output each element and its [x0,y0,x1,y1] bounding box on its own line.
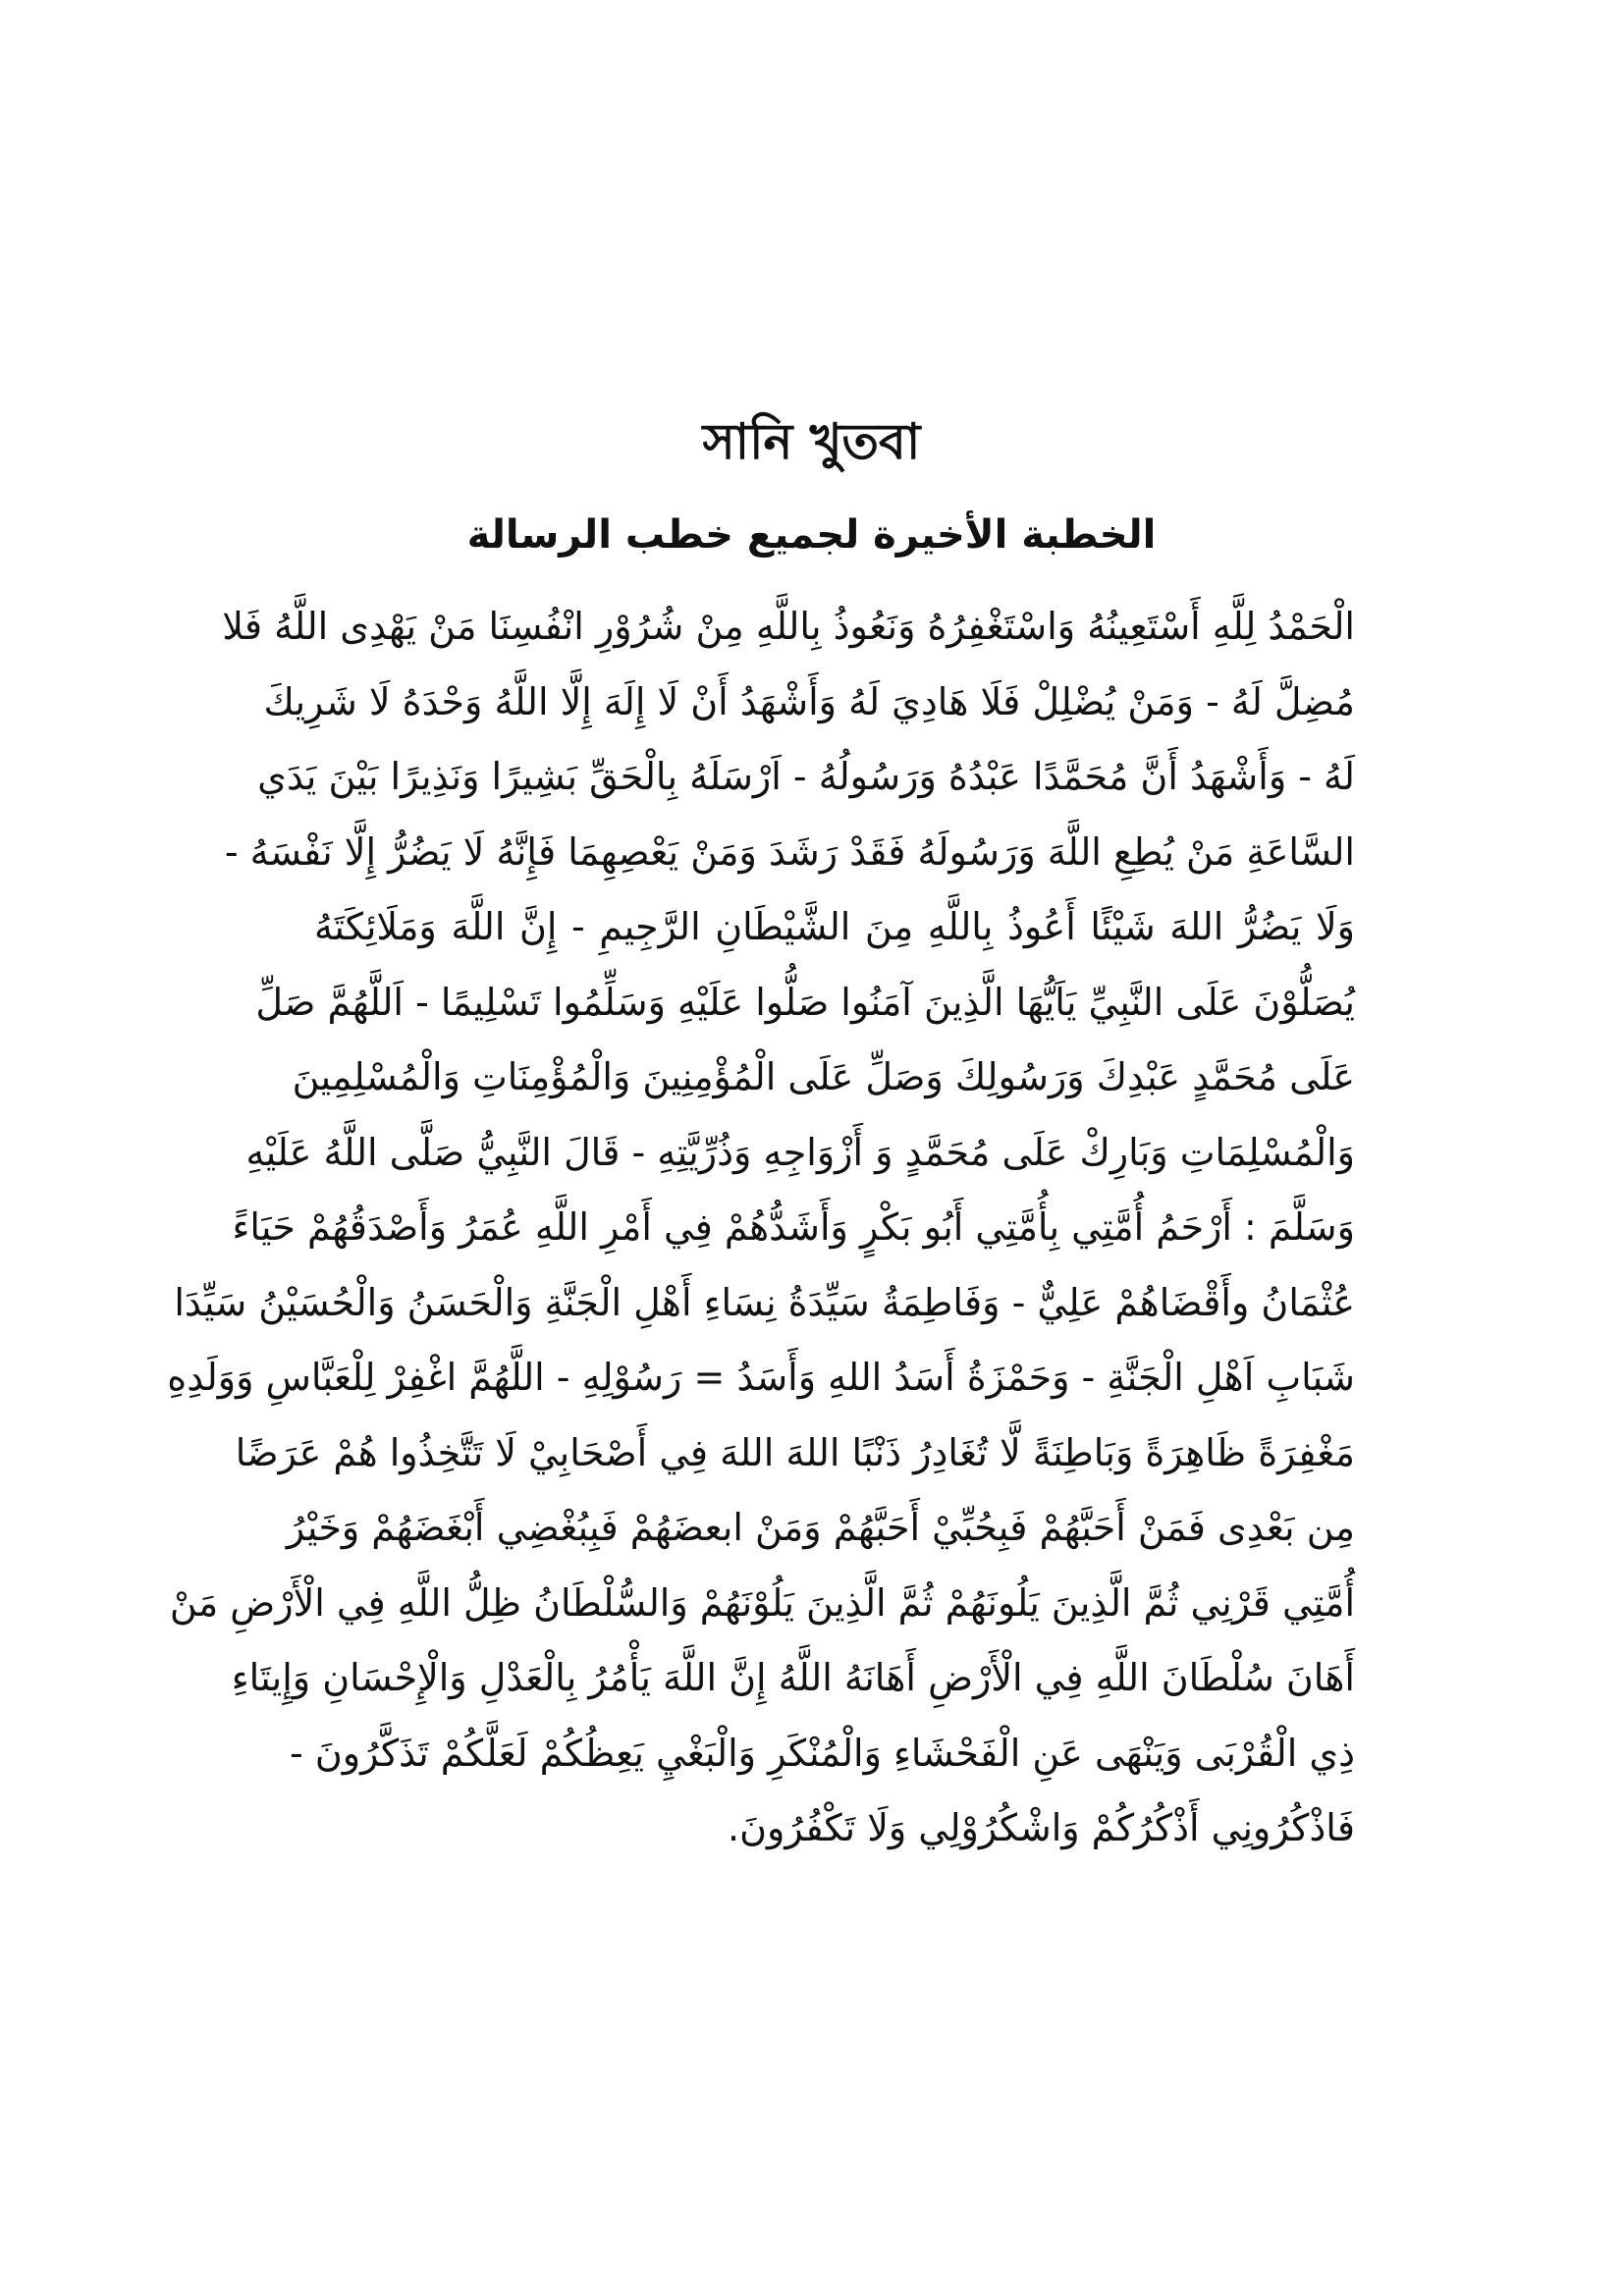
text-line: وَلَا يَضُرُّ اللهَ شَيْئًا أَعُوذُ بِاللَّهِ مِنَ الشَّيْطَانِ الرَّجِيمِ - إِنَّ اللَّهَ وَمَلَائِكَتَهُ [314,905,1355,948]
text-line: الْحَمْدُ لِلَّهِ أَسْتَعِينُهُ وَاسْتَغْفِرُهُ وَنَعُوذُ بِاللَّهِ مِنْ شُرُوْرِ انْفُسِنَا مَنْ يَهْدِى اللَّهُ فَلا [222,605,1355,648]
khutba-text [167,589,1355,1866]
text-line: مَغْفِرَةً ظَاهِرَةً وَبَاطِنَةً لَّا تُغَادِرُ ذَنْبًا اللهَ اللهَ فِي أَصْحَابِيْ لَا تَتَّخِذُوا هُمْ عَرَضًا [235,1430,1355,1474]
text-line: مُضِلَّ لَهُ - وَمَنْ يُضْلِلْ فَلَا هَادِيَ لَهُ وَأَشْهَدُ أَنْ لَا إِلَهَ إِلَّا اللَّهُ وَحْدَهُ لَا شَرِيكَ [263,679,1355,723]
text-line: مِن بَعْدِى فَمَنْ أَحَبَّهُمْ فَبِحُبِّيْ أَحَبَّهُمْ وَمَنْ ابعضَهُمْ فَبِبُغْضِي أَبْغَضَهُمْ وَخَيْرُ [286,1506,1355,1549]
text-line: عُثْمَانُ وأَقْضَاهُمْ عَلِيٌّ - وَفَاطِمَةُ سَيِّدَةُ نِسَاءِ أَهْلِ الْجَنَّةِ وَالْحَسَنُ وَالْحُسَيْنُ سَيِّدَا [174,1280,1355,1324]
text-line: عَلَى مُحَمَّدٍ عَبْدِكَ وَرَسُولِكَ وَصَلِّ عَلَى الْمُؤْمِنِينَ وَالْمُؤْمِنَاتِ وَالْمُسْلِمِينَ [292,1055,1355,1098]
text-line: أُمَّتِي قَرْنِي ثُمَّ الَّذِينَ يَلُونَهُمْ ثُمَّ الَّذِينَ يَلُوْنَهُمْ وَالسُّلْطَانُ ظِلُّ اللَّهِ فِي الْأَرْضِ مَنْ [169,1580,1355,1625]
text-line: لَهُ - وَأَشْهَدُ أَنَّ مُحَمَّدًا عَبْدُهُ وَرَسُولُهُ - اَرْسَلَهُ بِالْحَقِّ بَشِيرًا وَنَذِيرًا بَيْنَ يَدَي [257,755,1355,798]
text-line: شَبَابِ اَهْلِ الْجَنَّةِ - وَحَمْزَةُ أَسَدُ اللهِ وَأَسَدُ = رَسُوْلِهِ - اللَّهُمَّ اغْفِرْ لِلْعَبَّاسِ وَوَلَدِهِ [167,1356,1355,1399]
text-line: وَالْمُسْلِمَاتِ وَبَارِكْ عَلَى مُحَمَّدٍ وَ أَزْوَاجِهِ وَذُرِّيَّتِهِ - قَالَ النَّبِيُّ صَلَّى اللَّهُ عَلَيْهِ [245,1130,1355,1174]
page-subtitle-arabic: الخطبة الأخيرة لجميع خطب الرسالة [466,512,1157,558]
text-line: فَاذْكُرُونِي أَذْكُرُكُمْ وَاشْكُرُوْلِي وَلَا تَكْفُرُونَ. [728,1806,1355,1849]
page-title-bengali: সানি খুতবা [702,413,921,470]
text-line: وَسَلَّمَ : أَرْحَمُ أُمَّتِي بِأُمَّتِي أَبُو بَكْرٍ وَأَشَدُّهُمْ فِي أَمْرِ اللَّهِ عُمَرُ وَأَصْدَقُهُمْ حَيَاءً [232,1205,1355,1249]
text-line: السَّاعَةِ مَنْ يُطِعِ اللَّهَ وَرَسُولَهُ فَقَدْ رَشَدَ وَمَنْ يَعْصِهِمَا فَإِنَّهُ لَا يَضُرُّ إِلَّا نَفْسَهُ - [224,829,1355,874]
text-line: أَهَانَ سُلْطَانَ اللَّهِ فِي الْأَرْضِ أَهَانَهُ اللَّهُ إِنَّ اللَّهَ يَأْمُرُ بِالْعَدْلِ وَالْإِحْسَانِ وَإِيتَاءِ [231,1656,1355,1699]
text-line: يُصَلُّوْنَ عَلَى النَّبِيِّ يَاَيُّهَا الَّذِينَ آمَنُوا صَلُّوا عَلَيْهِ وَسَلِّمُوا تَسْلِيمًا - اَللَّهُمَّ صَلِّ [255,980,1355,1024]
text-line: ذِي الْقُرْبَى وَيَنْهَى عَنِ الْفَحْشَاءِ وَالْمُنْكَرِ وَالْبَغْيِ يَعِظُكُمْ لَعَلَّكُمْ تَذَكَّرُونَ - [290,1731,1355,1775]
